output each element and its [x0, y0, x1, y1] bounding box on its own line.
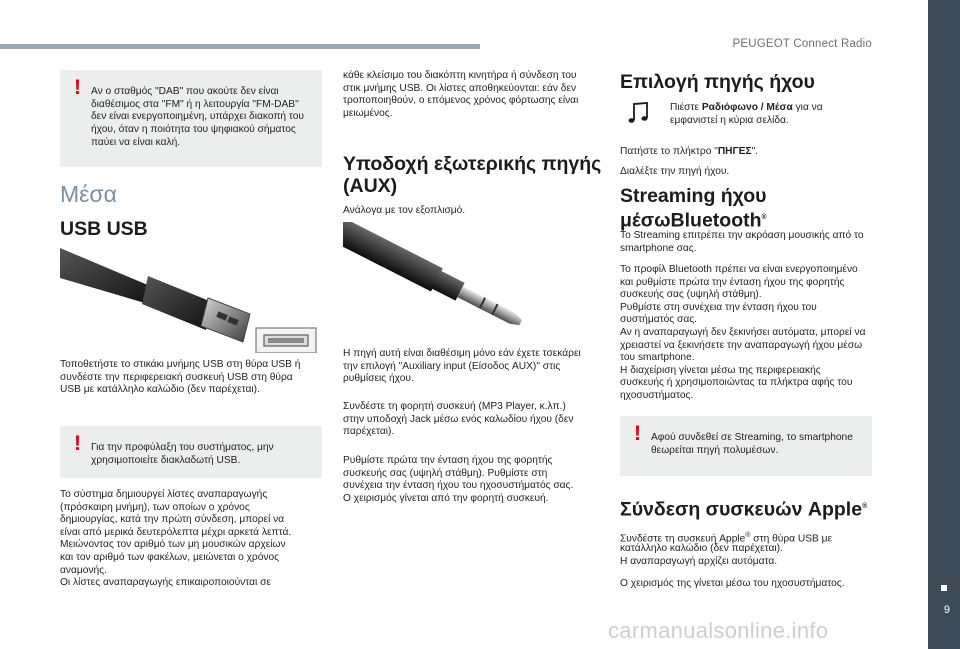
usb-plug-image: [60, 248, 322, 353]
bluetooth-heading-text: μέσωBluetooth: [620, 209, 762, 232]
note-box-usb: [60, 426, 322, 478]
playlist-text: Το σύστημα δημιουργεί λίστες αναπαραγωγής (πρόσκαιρη μνήμη), των οποίων ο χρόνος δημιουργίας, κατά την πρώτη σύνδεση, μπορεί να είναι από μερικά δευτερόλεπτα μέχρι αρκετά λεπτά. Μειώνοντας τον αριθμό των μη μουσικών αρχείων και τον αριθμό των φακέλων, μειώνεται ο χρόνος αναμονής. Οι λίστες αναπαραγωγής επικαιροποιούνται σε: [60, 489, 292, 589]
apple-connect-text: κατάλληλο καλώδιο (δεν παρέχεται). Η αναπαραγωγή αρχίζει αυτόματα.: [620, 543, 783, 567]
source-key-suffix: ".: [751, 146, 759, 157]
apple-heading-text: Σύνδεση συσκευών Apple: [620, 498, 863, 521]
header-rule: [0, 44, 480, 49]
music-note-icon: [626, 101, 650, 125]
source-press-line2: εμφανιστεί η κύρια σελίδα.: [670, 115, 789, 126]
right-sidebar-strip: [928, 0, 960, 649]
note-bluetooth-text: Αφού συνδεθεί σε Streaming, το smartphone θεωρείται πηγή πολυμέσων.: [651, 432, 853, 456]
usb-instructions: Τοποθετήστε το στικάκι μνήμης USB στη θύρα USB ή συνδέστε την περιφερειακή συσκευή USB στη θύρα USB με κατάλληλο καλώδιο (δεν παρέχεται).: [60, 359, 301, 396]
apple-connect-suffix: στη θύρα USB με: [750, 533, 833, 545]
aux-volume-text: Ρυθμίστε πρώτα την ένταση ήχου της φορητής συσκευής σας (υψηλή στάθμη). Ρυθμίστε στη συνέχεια την ένταση ήχου του ηχοσυστήματός σας. Ο χειρισμός γίνεται από την φορητή συσκευή.: [343, 455, 574, 504]
source-key-text: [620, 146, 872, 159]
page-marker: [941, 585, 947, 591]
note-box-dab: [60, 70, 322, 167]
sources-key: ΠΗΓΕΣ: [717, 146, 752, 157]
registered-mark: ®: [745, 532, 751, 539]
source-press-prefix: Πιέστε: [670, 102, 702, 113]
source-key-prefix: Πατήστε το πλήκτρο ": [620, 146, 718, 157]
media-heading: Μέσα: [60, 181, 117, 207]
source-press-suffix: για να: [792, 102, 823, 113]
note-dab-text: Αν ο σταθμός "DAB" που ακούτε δεν είναι διαθέσιμος στα "FM" ή η λειτουργία "FM-DAB" δεν είναι ενεργοποιημένη, υπάρχει διακοπή του ήχου, όταν η ποιότητα του ψηφιακού σήματος παύει να είναι καλή.: [91, 86, 304, 148]
bluetooth-heading-line1: Streaming ήχου: [620, 185, 767, 207]
bluetooth-instructions: Το προφίλ Bluetooth πρέπει να είναι ενεργοποιημένο και ρυθμίστε πρώτα την ένταση ήχου της φορητής συσκευής σας (υψηλή στάθμη). Ρυθμίστε στη συνέχεια την ένταση ήχου του συστήματός σας. Αν η αναπαραγωγή δεν ξεκινήσει αυτόματα, μπορεί να χρειαστεί να ξεκινήσετε την αναπαραγωγή ήχου μέσω του smartphone. Η διαχείριση γίνεται μέσω της περιφερειακής συσκευής ή χρησιμοποιώντας τα πλήκτρα αφής του ηχοσυστήματος.: [620, 264, 866, 401]
apple-connect-prefix: Συνδέστε τη συσκευή Apple: [620, 533, 746, 545]
source-heading: Επιλογή πηγής ήχου: [620, 71, 815, 93]
audio-jack-image: [343, 222, 605, 340]
aux-availability-text: Η πηγή αυτή είναι διαθέσιμη μόνο εάν έχετε τσεκάρει την επιλογή "Auxiliary input (Είσοδος AUX)" στις ρυθμίσεις ήχου.: [343, 348, 581, 385]
aux-heading: Υποδοχή εξωτερικής πηγής (AUX): [343, 153, 602, 197]
source-choose-text: Διαλέξτε την πηγή ήχου.: [620, 166, 730, 177]
source-press-text: [670, 102, 870, 115]
apple-control-text: Ο χειρισμός της γίνεται μέσω του ηχοσυστήματος.: [620, 578, 845, 589]
apple-heading: [620, 496, 867, 521]
playlist-continued-text: κάθε κλείσιμο του διακόπτη κινητήρα ή σύνδεση του στικ μνήμης USB. Οι λίστες αποθηκεύονται: εάν δεν τροποποιηθούν, ο επόμενος χρόνος φόρτωσης είναι μειωμένος.: [343, 70, 579, 119]
bluetooth-heading-line2: [620, 207, 767, 232]
page-number: 9: [943, 604, 950, 616]
aux-connect-text: Συνδέστε τη φορητή συσκευή (MP3 Player, κ.λπ.) στην υποδοχή Jack μέσω ενός καλωδίου ήχου (δεν παρέχεται).: [343, 401, 574, 438]
watermark: carmanualsonline.info: [608, 618, 829, 643]
note-box-bluetooth: [620, 416, 872, 476]
exclamation-icon: !: [74, 76, 81, 99]
aux-intro: Ανάλογα με τον εξοπλισμό.: [343, 205, 466, 216]
exclamation-icon: !: [74, 432, 81, 455]
radio-media-key: Ραδιόφωνο / Μέσα: [701, 102, 793, 113]
header-title: PEUGEOT Connect Radio: [732, 38, 872, 50]
bluetooth-intro-text: Το Streaming επιτρέπει την ακρόαση μουσικής από το smartphone σας.: [620, 230, 864, 254]
registered-mark: ®: [761, 214, 767, 221]
registered-mark: ®: [862, 503, 868, 510]
note-usb-text: Για την προφύλαξη του συστήματος, μην χρησιμοποιείτε διακλαδωτή USB.: [91, 442, 274, 466]
exclamation-icon: !: [634, 422, 641, 445]
usb-heading: USB USB: [60, 218, 148, 240]
